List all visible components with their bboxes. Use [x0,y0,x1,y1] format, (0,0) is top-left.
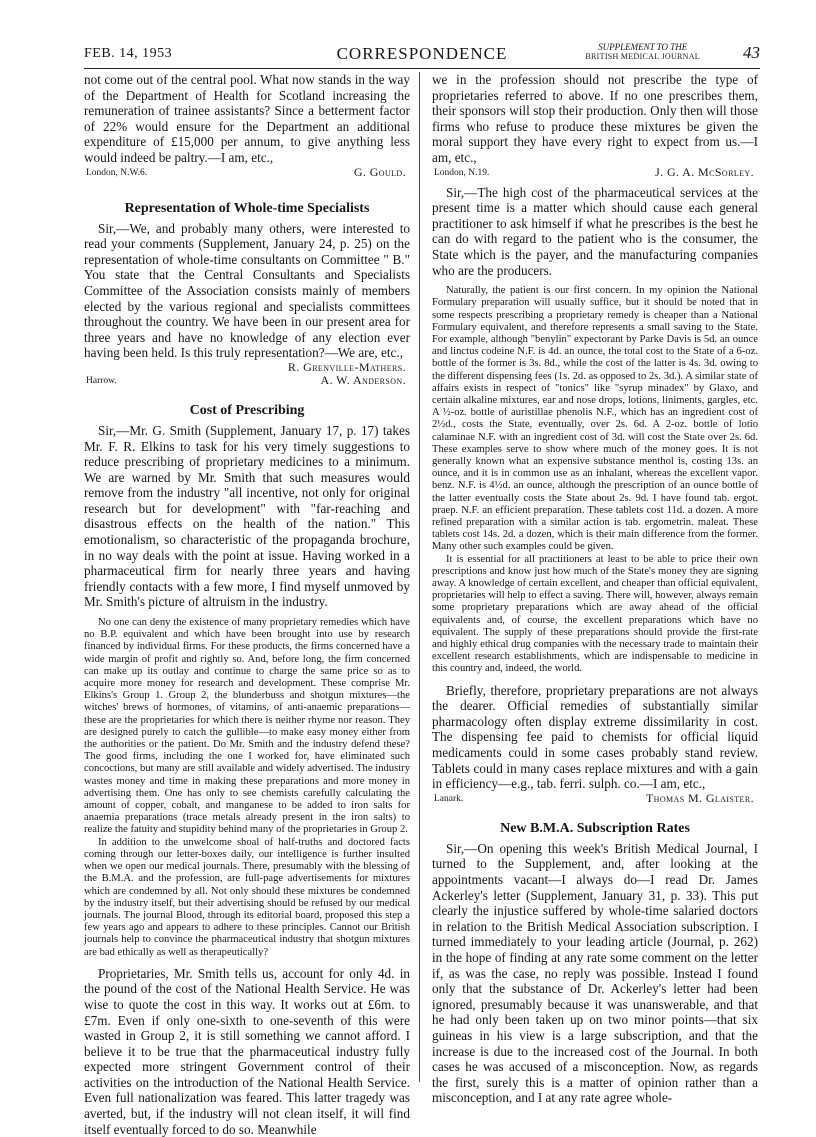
rep-heading: Representation of Whole-time Specialists [124,200,370,216]
cost-paragraph-3: In addition to the unwelcome shoal of half-truths and doctored facts coming through our letter-boxes daily, our intelligence is further insulted when we open our medical journals. There, presumably with the blessing of the B.M.A. and the profession, are full-page advertisements for mixtures which are condemned by all. Not only should these mixtures be condemned by the industry itself, but their advertising should be refused by our medical journals. The journal Blood, through its editorial board, proposed this step a few years ago and appears to adhere to these principles. Cannot our British journals help to convince the pharmaceutical industry that shotgun mixtures are bad ethically as well as therapeutically? [84,836,410,958]
gould-signature [84,166,410,179]
header-rule [84,68,760,69]
page-number: 43 [743,43,760,62]
supplement-line2: BRITISH MEDICAL JOURNAL [585,52,700,61]
bma-heading: New B.M.A. Subscription Rates [500,820,690,836]
rep-letter-text: Sir,—We, and probably many others, were interested to read your comments (Supplement, January 24, p. 25) on the representation of whole-time consultants on Committee " B." You state that the Central Consultants and Specialists Committee of the Association consists mainly of members elected by the various regional and specialists committees throughout the country. We have been in our present area for three years and have no knowledge of any election ever having been held. Is this truly representation?—We are, etc., [84,220,410,361]
mcsorley-name: J. G. A. McSorley. [655,164,754,179]
rep-name1: R. Grenville-Mathers. [287,359,406,374]
glaister-paragraph-1: Sir,—The high cost of the pharmaceutical services at the present time is a matter which should cause each general practitioner to ask himself if what he prescribes is the best he can do with regard to the patient who is the consumer, the State which is the payer, and the manufacturing companies who are the producers. [432,184,758,278]
glaister-paragraph-3: It is essential for all practitioners at least to be able to price their own prescriptions and know just how much of the State's money they are signing away. A knowledge of certain excellent, and cheaper than official equivalent, proprietaries will help to effect a saving. There will, however, always remain some proprietary preparations which are away ahead of the official equivalents and, of course, the excellent preparations which have no equivalent. The supply of these preparations should provide the first-rate and highly ethical drug companies with the necessary trade to maintain their excellent research establishments, which are indispensable to medicine in this country and, indeed, the world. [432,553,758,675]
page-header [84,42,760,66]
column-divider [419,72,420,1082]
mcsorley-letter-end: we in the profession should not prescribe the type of proprietaries referred to above. If no one prescribes them, their sponsors will stop their production. Only then will those firms who refuse to produce these mixtures be given the moral support they have every right to expect from us.—I am, etc., [432,72,758,165]
supplement-label [585,42,700,62]
right-column [432,72,758,1106]
mcsorley-place: London, N.19. [434,167,490,178]
gould-name: G. Gould. [353,164,406,179]
issue-date: FEB. 14, 1953 [84,46,173,61]
cost-paragraph-4: Proprietaries, Mr. Smith tells us, account for only 4d. in the pound of the cost of the National Health Service. He was wise to quote the cost in this way. It works out at £6m. to £7m. Even if only one-sixth to one-seventh of this were wasted in Group 2, it is still something we cannot afford. I believe it to be true that the pharmaceutical industry fully expected more stringent Government control of their activities on the introduction of the National Health Service. Even full nationalization was feared. This latter tragedy was averted, but, if the industry will not clean itself, it will find itself eventually forced to do so. Meanwhile [84,965,410,1137]
glaister-signature [432,792,758,805]
rep-place: Harrow. [86,375,117,386]
gould-letter-text: not come out of the central pool. What now stands in the way of the Department of Health for Scotland increasing the remuneration of trainee assistants? Since a betterment factor of 22% would ensure for the Department an additional expenditure of £15,000 per annum, to give anything less would indeed be paltry.—I am, etc., [84,72,410,165]
glaister-paragraph-4: Briefly, therefore, proprietary preparations are not always the dearer. Official remedies of substantially similar pharmacology often display extreme dissimilarity in cost. The dispensing fee paid to chemists for official liquid medicaments could in some cases probably stand review. Tablets could in many cases replace mixtures and with a gain in efficiency—e.g., tab. ferri. sulph. co.—I am, etc., [432,682,758,792]
section-title: CORRESPONDENCE [336,44,508,63]
left-column [84,72,410,1137]
bma-letter-text: Sir,—On opening this week's British Medical Journal, I turned to the Supplement, and, after looking at the appointments vacant—I always do—I read Dr. James Ackerley's letter (Supplement, January 31, p. 33). This put clearly the injustice suffered by whole-time salaried doctors in relation to the British Medical Association subscription. I turned immediately to your leading article (Journal, p. 262) in the hope of finding at any rate some comment on the letter if, as was the case, no reply was possible. Instead I found only that the substance of Dr. Ackerley's letter had been ignored, presumably because it was unanswerable, and that he had only been taken up on two minor points—that six guineas in his view is a large subscription, and that the increase is due to the increased cost of the Journal. In both cases he was accused of a misconception. Now, as regards the first, surely this is a matter of opinion rather than a misconception, and I at any rate agree whole- [432,840,758,1106]
cost-paragraph-1: Sir,—Mr. G. Smith (Supplement, January 17, p. 17) takes Mr. F. R. Elkins to task for his very timely suggestions to reduce prescribing of proprietary medicines to a minimum. We are warned by Mr. Smith that such measures would remove from the industry "all incentive, not only for original research but for development" with "far-reaching and disastrous effects on the health of the nation." This emotionalism, so characteristic of the propaganda brochure, in no way deals with the point at issue. Having worked in a pharmaceutical firm for nearly three years and having friendly contacts with a few more, I find myself unmoved by Mr. Smith's picture of altruism in the industry. [84,422,410,610]
cost-heading: Cost of Prescribing [189,402,305,418]
supplement-line1: SUPPLEMENT TO THE [598,42,688,52]
rep-name2: A. W. Anderson. [320,372,406,387]
glaister-paragraph-2: Naturally, the patient is our first concern. In my opinion the National Formulary preparation will usually suffice, but it should be noted that in some respects prescribing a proprietary remedy is cheaper than a National Formulary equivalent, and therefore represents a small saving to the State. For example, although "benylin" expectorant by Parke Davis is 5d. an ounce and linctus codeine N.F. is 4d. an ounce, the total cost to the State of a 6-oz. bottle of the former is 3s. 8d., while the cost of the latter is 4s. 3d. owing to the different dispensing fees (1s. 2d. as opposed to 2s. 3d.). A similar state of affairs exists in respect of "tonics" like "syrup minadex" by Glaxo, and certain alkaline mixtures, ear and nose drops, lotions, liniments, gargles, etc. A ½-oz. bottle of auristillae phenolis N.F., which has an ingredient cost of 2½d., costs the State, eventually, over 2s. 6d. A 2-oz. bottle of lotio calaminae N.F. with an ingredient cost of 3d. will cost the State over 2s. 6d. These examples serve to show where much of the money goes. It is not generally known what an expensive substance menthol is, costing 13s. an ounce, and it is in common use as an inhalant, whereas the excellent vapor. benz. N.F. is 4½d. an ounce, although the prescription of an ounce bottle of the latter eventually costs the State about 2s. 9d. I have found tab. ergot. praep. N.F. an efficient preparation. These tablets cost 11d. a dozen. A more refined preparation with a similar action is tab. ergometrin. maleat. These tablets cost 14s. 2d. a dozen, which is their main difference from the former. Many other such examples could be given. [432,285,758,553]
mcsorley-signature [432,166,758,179]
glaister-place: Lanark. [434,793,464,804]
cost-paragraph-2: No one can deny the existence of many proprietary remedies which have no B.P. equivalent and which have been brought into use by research financed by individual firms. For these products, the firms concerned have a wide margin of profit and rightly so. And, before long, the firm concerned can make up its outlay and continue to charge the same price so as to acquire more money for research and development. These comprise Mr. Elkins's Group 1. Group 2, the blunderbuss and shotgun mixtures—the witches' brews of hormones, of vitamins, of anti-anaemic preparations—these are the proprietaries for which there is neither rhyme nor reason. They are designed purely to catch the gullible—to make easy money either from the authorities or the patient. Do Mr. Smith and the industry defend these? The good firms, including the one I worked for, have eliminated such concoctions, but many are still available and widely advertised. The industry wastes money and time in making these preparations and more money in advertising them. One has only to see chemists carefully calculating the amount of copper, cobalt, and manganese to be added to iron salts for anaemia preparations (trace metals already present in the iron salts) to realize the fatuity and stupidity behind many of the proprietaries in Group 2. [84,617,410,836]
gould-place: London, N.W.6. [86,167,148,178]
glaister-name: Thomas M. Glaister. [645,790,754,805]
rep-signature [84,374,410,387]
